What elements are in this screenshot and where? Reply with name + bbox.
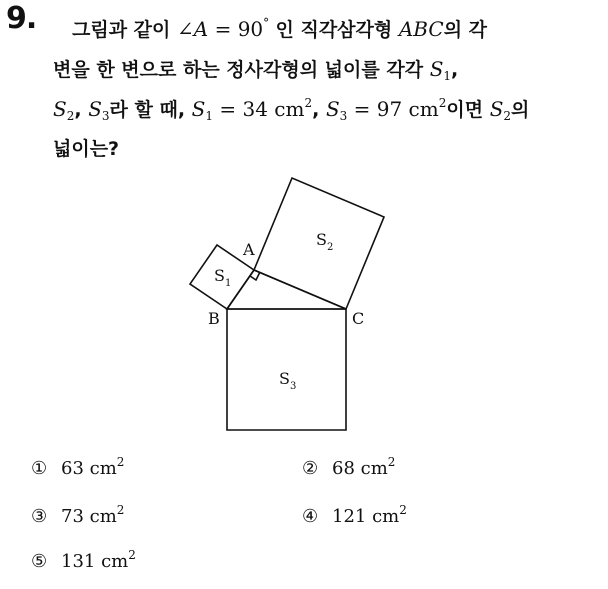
choice-4[interactable]: ④ 121 $cm^2$: [302, 503, 407, 527]
question-line-1: 그림과 같이 ∠A = 90° 인 직각삼각형 ABC의 각: [72, 16, 488, 41]
square-s2-label: $S_2$: [316, 230, 334, 253]
vertex-label-b: B: [208, 309, 220, 328]
vertex-label-c: C: [352, 309, 365, 328]
question-line-4: 넓이는?: [53, 138, 120, 160]
choice-4-marker: ④: [302, 506, 319, 527]
s3-equation: $S_3 = 97$ $cm^2$: [325, 96, 447, 123]
triangle-name: ABC: [398, 17, 444, 41]
triangle-abc: [227, 270, 346, 309]
choice-5[interactable]: ⑤ 131 $cm^2$: [31, 548, 136, 572]
s1-equation: $S_1 = 34$ $cm^2$: [191, 96, 313, 123]
square-s3-label: $S_3$: [279, 369, 297, 392]
choice-3[interactable]: ③ 73 $cm^2$: [31, 503, 125, 527]
choice-2-marker: ②: [302, 458, 319, 479]
vertex-label-a: A: [243, 240, 255, 259]
choice-2[interactable]: ② 68 $cm^2$: [302, 455, 396, 479]
question-line-3: $S_2$, $S_3$라 할 때, $S_1 = 34$ $cm^2$, $S_3 = 97$ $cm^2$이면 $S_2$의: [53, 96, 530, 123]
choice-3-marker: ③: [31, 506, 48, 527]
question-line-2: 변을 한 변으로 하는 정사각형의 넓이를 각각 $S_1$,: [53, 57, 459, 83]
angle-expression: ∠A = 90°: [177, 16, 270, 41]
choice-1[interactable]: ① 63 $cm^2$: [31, 455, 125, 479]
square-s1-label: $S_1$: [214, 266, 232, 289]
question-number: 9.: [6, 1, 37, 36]
choice-1-marker: ①: [31, 458, 48, 479]
choice-5-marker: ⑤: [31, 551, 48, 572]
